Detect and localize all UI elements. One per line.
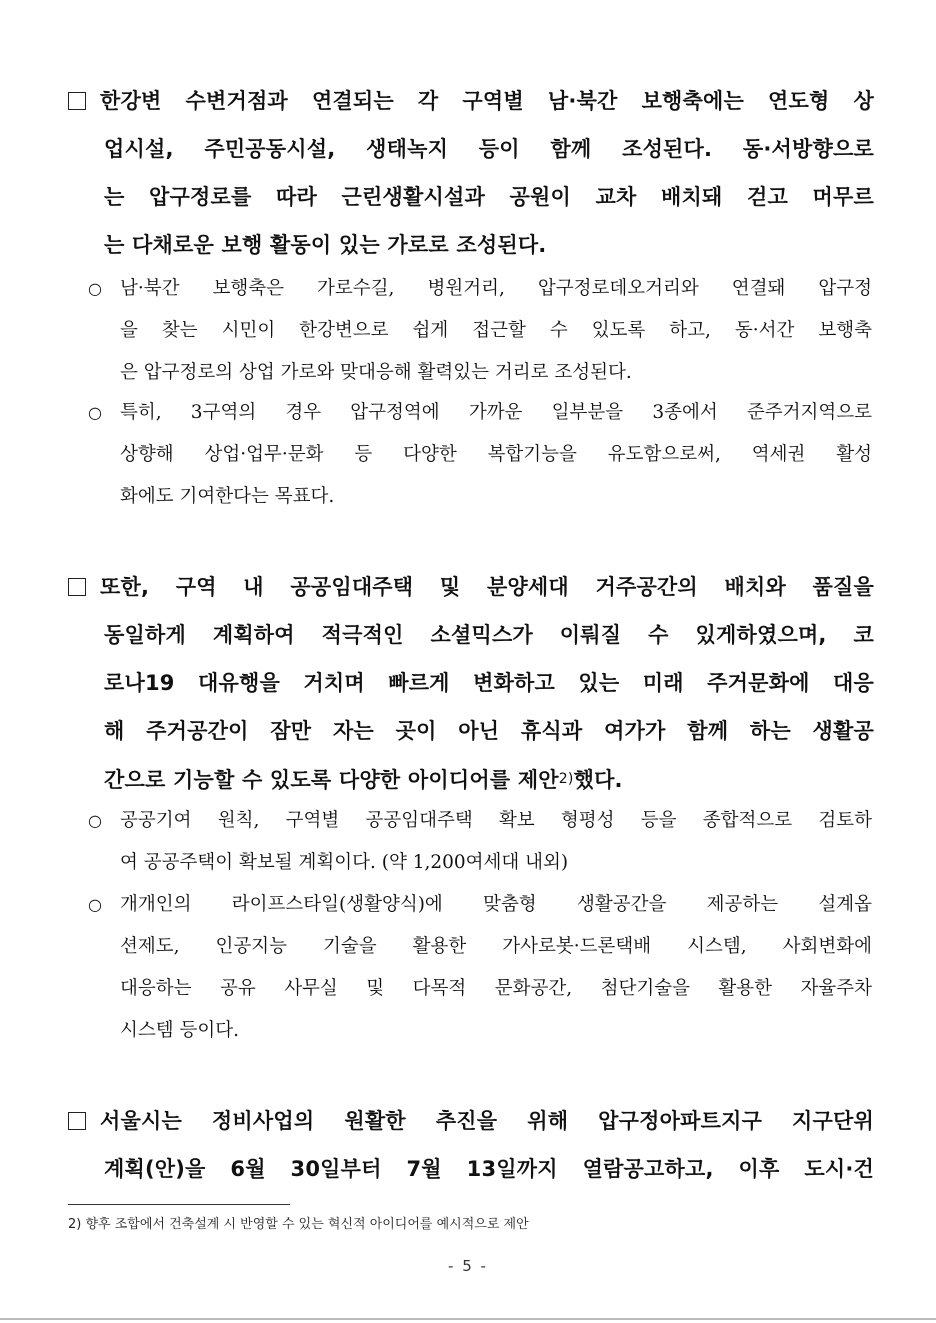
section-2-line-1: 또한, 구역 내 공공임대주택 및 분양세대 거주공간의 배치와 품질을 [68,563,874,611]
circle-bullet-icon: ○ [88,895,102,914]
page-number: - 5 - [448,1257,488,1275]
section-2-bullet-1 [88,800,872,884]
bullet-line: 시스템 등이다. [120,1020,239,1041]
section-1 [68,77,874,269]
section-2-line-3: 로나19 대유행을 거치며 빠르게 변화하고 있는 미래 주거문화에 대응 [104,671,874,695]
bullet-line: ○ 특히, 3구역의 경우 압구정역에 가까운 일부분을 3종에서 준주거지역으로 [88,392,872,434]
bullet-line: 상향해 상업·업무·문화 등 다양한 복합기능을 유도함으로써, 역세권 활성 [120,444,872,465]
bullet-line: 여 공공주택이 확보될 계획이다. (약 1,200여세대 내외) [120,852,569,873]
section-2-line-5: 간으로 기능할 수 있도록 다양한 아이디어를 제안$^{2)}$했다. [104,768,623,792]
section-1-bullet-2 [88,392,872,518]
bullet-line: ○ 개개인의 라이프스타일(생활양식)에 맞춤형 생활공간을 제공하는 설계옵 [88,884,872,926]
checkbox-square-icon [68,1112,86,1130]
footnote: 2) 향후 조합에서 건축설계 시 반영할 수 있는 혁신적 아이디어를 예시적으로 제안 [68,1217,529,1232]
section-1-line-3: 는 압구정로를 따라 근린생활시설과 공원이 교차 배치돼 걷고 머무르 [104,185,874,209]
section-2-bullet-2 [88,884,872,1052]
section-2 [68,563,874,804]
page-bottom-rule [0,1318,936,1320]
footnote-ref[interactable]: 2) [558,771,574,787]
section-1-line-2: 업시설, 주민공동시설, 생태녹지 등이 함께 조성된다. 동·서방향으로 [104,137,874,161]
footnote-divider [68,1204,290,1205]
section-2-line-4: 해 주거공간이 잠만 자는 곳이 아닌 휴식과 여가가 함께 하는 생활공 [104,719,874,743]
section-3-line-2: 계획(안)을 6월 30일부터 7월 13일까지 열람공고하고, 이후 도시·건 [104,1157,874,1181]
circle-bullet-icon: ○ [88,403,102,422]
section-2-line-2: 동일하게 계획하여 적극적인 소셜믹스가 이뤄질 수 있게하였으며, 코 [104,623,874,647]
circle-bullet-icon: ○ [88,279,102,298]
bullet-line: 은 압구정로의 상업 가로와 맞대응해 활력있는 거리로 조성된다. [120,362,632,383]
section-1-bullet-1 [88,268,872,394]
section-1-line-4: 는 다채로운 보행 활동이 있는 가로로 조성된다. [104,233,547,257]
bullet-line: ○ 남·북간 보행축은 가로수길, 병원거리, 압구정로데오거리와 연결돼 압구정 [88,268,872,310]
bullet-line: ○ 공공기여 원칙, 구역별 공공임대주택 확보 형평성 등을 종합적으로 검토하 [88,800,872,842]
bullet-line: 션제도, 인공지능 기술을 활용한 가사로봇·드론택배 시스템, 사회변화에 [120,936,872,957]
bullet-line: 대응하는 공유 사무실 및 다목적 문화공간, 첨단기술을 활용한 자율주차 [120,978,872,999]
checkbox-square-icon [68,578,86,596]
bullet-line: 화에도 기여한다는 목표다. [120,486,335,507]
section-3 [68,1097,874,1193]
section-1-line-1: 한강변 수변거점과 연결되는 각 구역별 남·북간 보행축에는 연도형 상 [68,77,874,125]
checkbox-square-icon [68,92,86,110]
bullet-line: 을 찾는 시민이 한강변으로 쉽게 접근할 수 있도록 하고, 동·서간 보행축 [120,320,872,341]
section-3-line-1: 서울시는 정비사업의 원활한 추진을 위해 압구정아파트지구 지구단위 [68,1097,874,1145]
circle-bullet-icon: ○ [88,811,102,830]
